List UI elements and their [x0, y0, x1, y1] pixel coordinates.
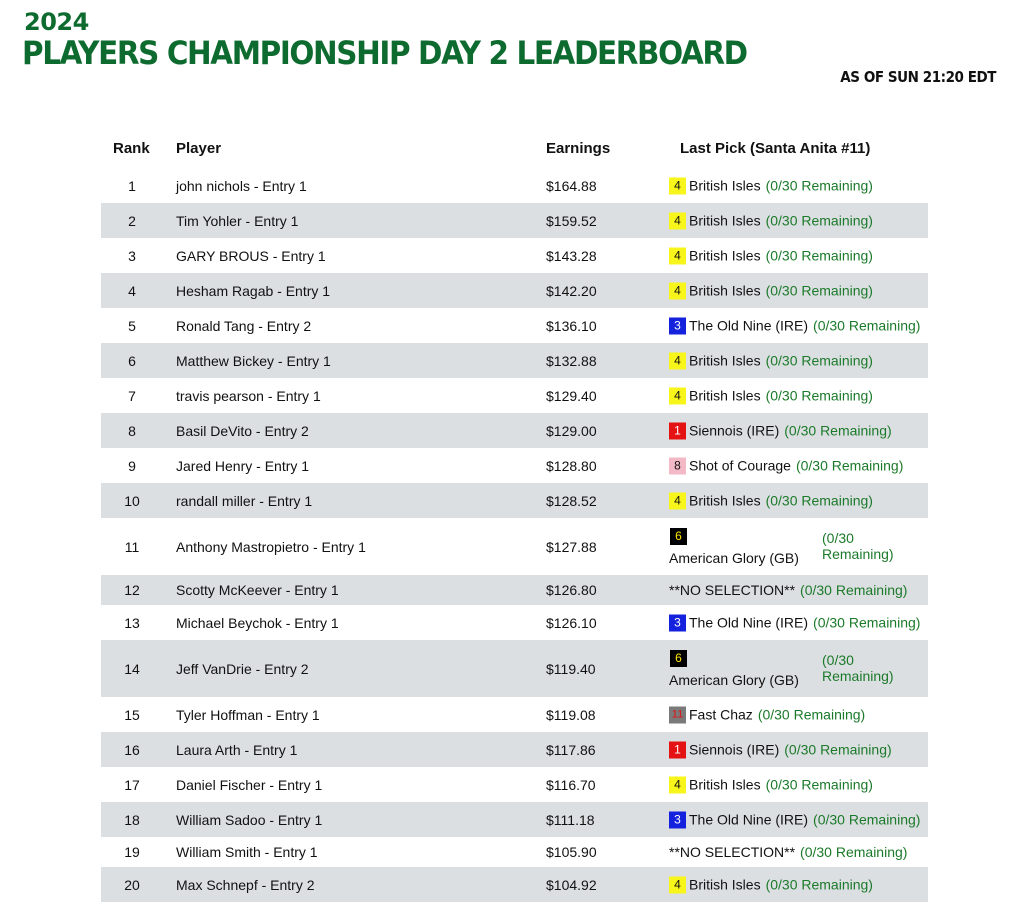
remaining-count: (0/30 Remaining)	[765, 387, 873, 404]
post-position-badge: 4	[669, 876, 686, 893]
last-pick-cell	[669, 741, 892, 758]
table-row	[101, 413, 928, 448]
horse-name: Shot of Courage	[689, 457, 791, 474]
remaining-count: (0/30 Remaining)	[822, 530, 894, 562]
post-position-badge: 6	[670, 650, 687, 667]
rank-cell: 5	[128, 317, 136, 334]
player-cell: Tim Yohler - Entry 1	[176, 212, 299, 229]
rank-cell: 18	[124, 811, 140, 828]
table-row	[101, 605, 928, 640]
rank-cell: 15	[124, 706, 140, 723]
rank-cell: 10	[124, 492, 140, 509]
remaining-count: (0/30 Remaining)	[765, 282, 873, 299]
earnings-cell: $136.10	[546, 317, 597, 334]
post-position-badge: 6	[670, 528, 687, 545]
player-cell: Jeff VanDrie - Entry 2	[176, 660, 309, 677]
table-header	[101, 132, 928, 168]
player-cell: William Sadoo - Entry 1	[176, 811, 323, 828]
remaining-count: (0/30 Remaining)	[765, 876, 873, 893]
page-title: PLAYERS CHAMPIONSHIP DAY 2 LEADERBOARD	[22, 34, 747, 72]
post-position-badge: 4	[669, 387, 686, 404]
horse-name: British Isles	[689, 177, 761, 194]
earnings-cell: $129.00	[546, 422, 597, 439]
horse-name: **NO SELECTION**	[669, 844, 796, 860]
column-header-earnings: Earnings	[546, 140, 611, 157]
post-position-badge: 4	[669, 212, 686, 229]
rank-cell: 11	[124, 538, 140, 555]
earnings-cell: $116.70	[546, 776, 596, 793]
year-heading: 2024	[24, 8, 89, 36]
earnings-cell: $104.92	[546, 876, 597, 893]
player-cell: Anthony Mastropietro - Entry 1	[176, 538, 366, 555]
rank-cell: 9	[128, 457, 136, 474]
remaining-count: (0/30 Remaining)	[813, 614, 921, 631]
table-row	[101, 483, 928, 518]
earnings-cell: $132.88	[546, 352, 597, 369]
horse-name: British Isles	[689, 776, 761, 793]
post-position-badge: 3	[669, 317, 686, 334]
horse-name: American Glory (GB)	[669, 550, 799, 566]
horse-name: British Isles	[689, 212, 761, 229]
post-position-badge: 4	[669, 776, 686, 793]
player-cell: Max Schnepf - Entry 2	[176, 876, 315, 893]
horse-name: British Isles	[689, 387, 761, 404]
earnings-cell: $159.52	[546, 212, 597, 229]
earnings-cell: $143.28	[546, 247, 597, 264]
post-position-badge: 4	[669, 352, 686, 369]
last-pick-cell	[669, 614, 920, 631]
table-row	[101, 697, 928, 732]
as-of-timestamp: AS OF SUN 21:20 EDT	[840, 68, 996, 86]
post-position-badge: 3	[669, 811, 686, 828]
player-cell: Matthew Bickey - Entry 1	[176, 352, 331, 369]
earnings-cell: $119.08	[546, 706, 596, 723]
rank-cell: 16	[124, 741, 140, 758]
player-cell: William Smith - Entry 1	[176, 844, 318, 860]
leaderboard-table	[101, 132, 928, 902]
table-row	[101, 802, 928, 837]
last-pick-cell	[669, 844, 907, 860]
table-row	[101, 378, 928, 413]
player-cell: Daniel Fischer - Entry 1	[176, 776, 323, 793]
rank-cell: 19	[124, 844, 140, 860]
column-header-last-pick: Last Pick (Santa Anita #11)	[680, 140, 871, 157]
horse-name: British Isles	[689, 492, 761, 509]
post-position-badge: 4	[669, 177, 686, 194]
last-pick-cell	[669, 582, 907, 598]
player-cell: GARY BROUS - Entry 1	[176, 247, 326, 264]
horse-name: Siennois (IRE)	[689, 741, 780, 758]
horse-name: Fast Chaz	[689, 706, 753, 723]
table-row	[101, 575, 928, 605]
earnings-cell: $126.80	[546, 582, 597, 598]
horse-name: The Old Nine (IRE)	[689, 614, 809, 631]
remaining-count: (0/30 Remaining)	[765, 352, 873, 369]
player-cell: Laura Arth - Entry 1	[176, 741, 298, 758]
earnings-cell: $129.40	[546, 387, 597, 404]
post-position-badge: 4	[669, 282, 686, 299]
remaining-count: (0/30 Remaining)	[765, 177, 873, 194]
horse-name: British Isles	[689, 352, 761, 369]
column-header-rank: Rank	[113, 140, 150, 157]
post-position-badge: 1	[669, 422, 686, 439]
post-position-badge: 8	[669, 457, 686, 474]
remaining-count: (0/30 Remaining)	[813, 317, 921, 334]
table-body	[101, 168, 928, 902]
table-row	[101, 238, 928, 273]
rank-cell: 14	[124, 660, 140, 677]
remaining-count: (0/30 Remaining)	[800, 844, 908, 860]
rank-cell: 12	[124, 582, 140, 598]
rank-cell: 7	[128, 387, 136, 404]
last-pick-cell	[669, 457, 903, 474]
horse-name: Siennois (IRE)	[689, 422, 780, 439]
player-cell: Hesham Ragab - Entry 1	[176, 282, 331, 299]
rank-cell: 4	[128, 282, 136, 299]
rank-cell: 3	[128, 247, 136, 264]
player-cell: john nichols - Entry 1	[176, 177, 307, 194]
last-pick-cell	[669, 706, 865, 723]
last-pick-cell	[669, 282, 873, 299]
table-row	[101, 732, 928, 767]
table-row	[101, 640, 928, 697]
rank-cell: 17	[124, 776, 140, 793]
table-row	[101, 203, 928, 238]
post-position-badge: 4	[669, 247, 686, 264]
rank-cell: 2	[128, 212, 136, 229]
last-pick-cell	[669, 387, 873, 404]
horse-name: British Isles	[689, 876, 761, 893]
player-cell: Michael Beychok - Entry 1	[176, 614, 339, 631]
rank-cell: 8	[128, 422, 136, 439]
last-pick-cell	[669, 811, 920, 828]
earnings-cell: $105.90	[546, 844, 597, 860]
remaining-count: (0/30 Remaining)	[784, 422, 892, 439]
table-row	[101, 448, 928, 483]
post-position-badge: 3	[669, 614, 686, 631]
horse-name: The Old Nine (IRE)	[689, 811, 809, 828]
table-row	[101, 168, 928, 203]
column-header-player: Player	[176, 140, 222, 157]
remaining-count: (0/30 Remaining)	[765, 776, 873, 793]
last-pick-cell	[669, 352, 873, 369]
earnings-cell: $127.88	[546, 538, 597, 555]
player-cell: Tyler Hoffman - Entry 1	[176, 706, 320, 723]
earnings-cell: $111.18	[546, 811, 595, 828]
remaining-count: (0/30 Remaining)	[765, 247, 873, 264]
rank-cell: 6	[128, 352, 136, 369]
remaining-count: (0/30 Remaining)	[800, 582, 908, 598]
player-cell: Ronald Tang - Entry 2	[176, 317, 312, 334]
post-position-badge: 4	[669, 492, 686, 509]
remaining-count: (0/30 Remaining)	[784, 741, 892, 758]
player-cell: Scotty McKeever - Entry 1	[176, 582, 339, 598]
last-pick-cell	[669, 492, 873, 509]
table-row	[101, 308, 928, 343]
remaining-count: (0/30 Remaining)	[765, 492, 873, 509]
horse-name: British Isles	[689, 247, 761, 264]
earnings-cell: $142.20	[546, 282, 597, 299]
horse-name: British Isles	[689, 282, 761, 299]
rank-cell: 13	[124, 614, 140, 631]
player-cell: Basil DeVito - Entry 2	[176, 422, 309, 439]
remaining-count: (0/30 Remaining)	[757, 706, 866, 723]
earnings-cell: $117.86	[546, 741, 596, 758]
table-row	[101, 518, 928, 575]
earnings-cell: $128.52	[546, 492, 597, 509]
horse-name: American Glory (GB)	[669, 672, 799, 688]
horse-name: The Old Nine (IRE)	[689, 317, 809, 334]
remaining-count: (0/30 Remaining)	[765, 212, 873, 229]
table-row	[101, 837, 928, 867]
table-row	[101, 867, 928, 902]
last-pick-cell	[669, 876, 873, 893]
player-cell: travis pearson - Entry 1	[176, 387, 321, 404]
last-pick-cell	[669, 640, 929, 697]
last-pick-cell	[669, 518, 929, 575]
table-row	[101, 767, 928, 802]
player-cell: Jared Henry - Entry 1	[176, 457, 310, 474]
last-pick-cell	[669, 212, 873, 229]
earnings-cell: $128.80	[546, 457, 597, 474]
player-cell: randall miller - Entry 1	[176, 492, 313, 509]
remaining-count: (0/30 Remaining)	[795, 457, 904, 474]
last-pick-cell	[669, 247, 873, 264]
rank-cell: 20	[124, 876, 140, 893]
earnings-cell: $119.40	[546, 660, 596, 677]
last-pick-cell	[669, 317, 920, 334]
rank-cell: 1	[128, 177, 136, 194]
earnings-cell: $164.88	[546, 177, 597, 194]
table-row	[101, 273, 928, 308]
post-position-badge: 1	[669, 741, 686, 758]
remaining-count: (0/30 Remaining)	[822, 652, 894, 684]
last-pick-cell	[669, 776, 873, 793]
post-position-badge: 11	[669, 706, 686, 723]
last-pick-cell	[669, 177, 873, 194]
horse-name: **NO SELECTION**	[669, 582, 796, 598]
last-pick-cell	[669, 422, 892, 439]
remaining-count: (0/30 Remaining)	[813, 811, 921, 828]
table-row	[101, 343, 928, 378]
earnings-cell: $126.10	[546, 614, 597, 631]
